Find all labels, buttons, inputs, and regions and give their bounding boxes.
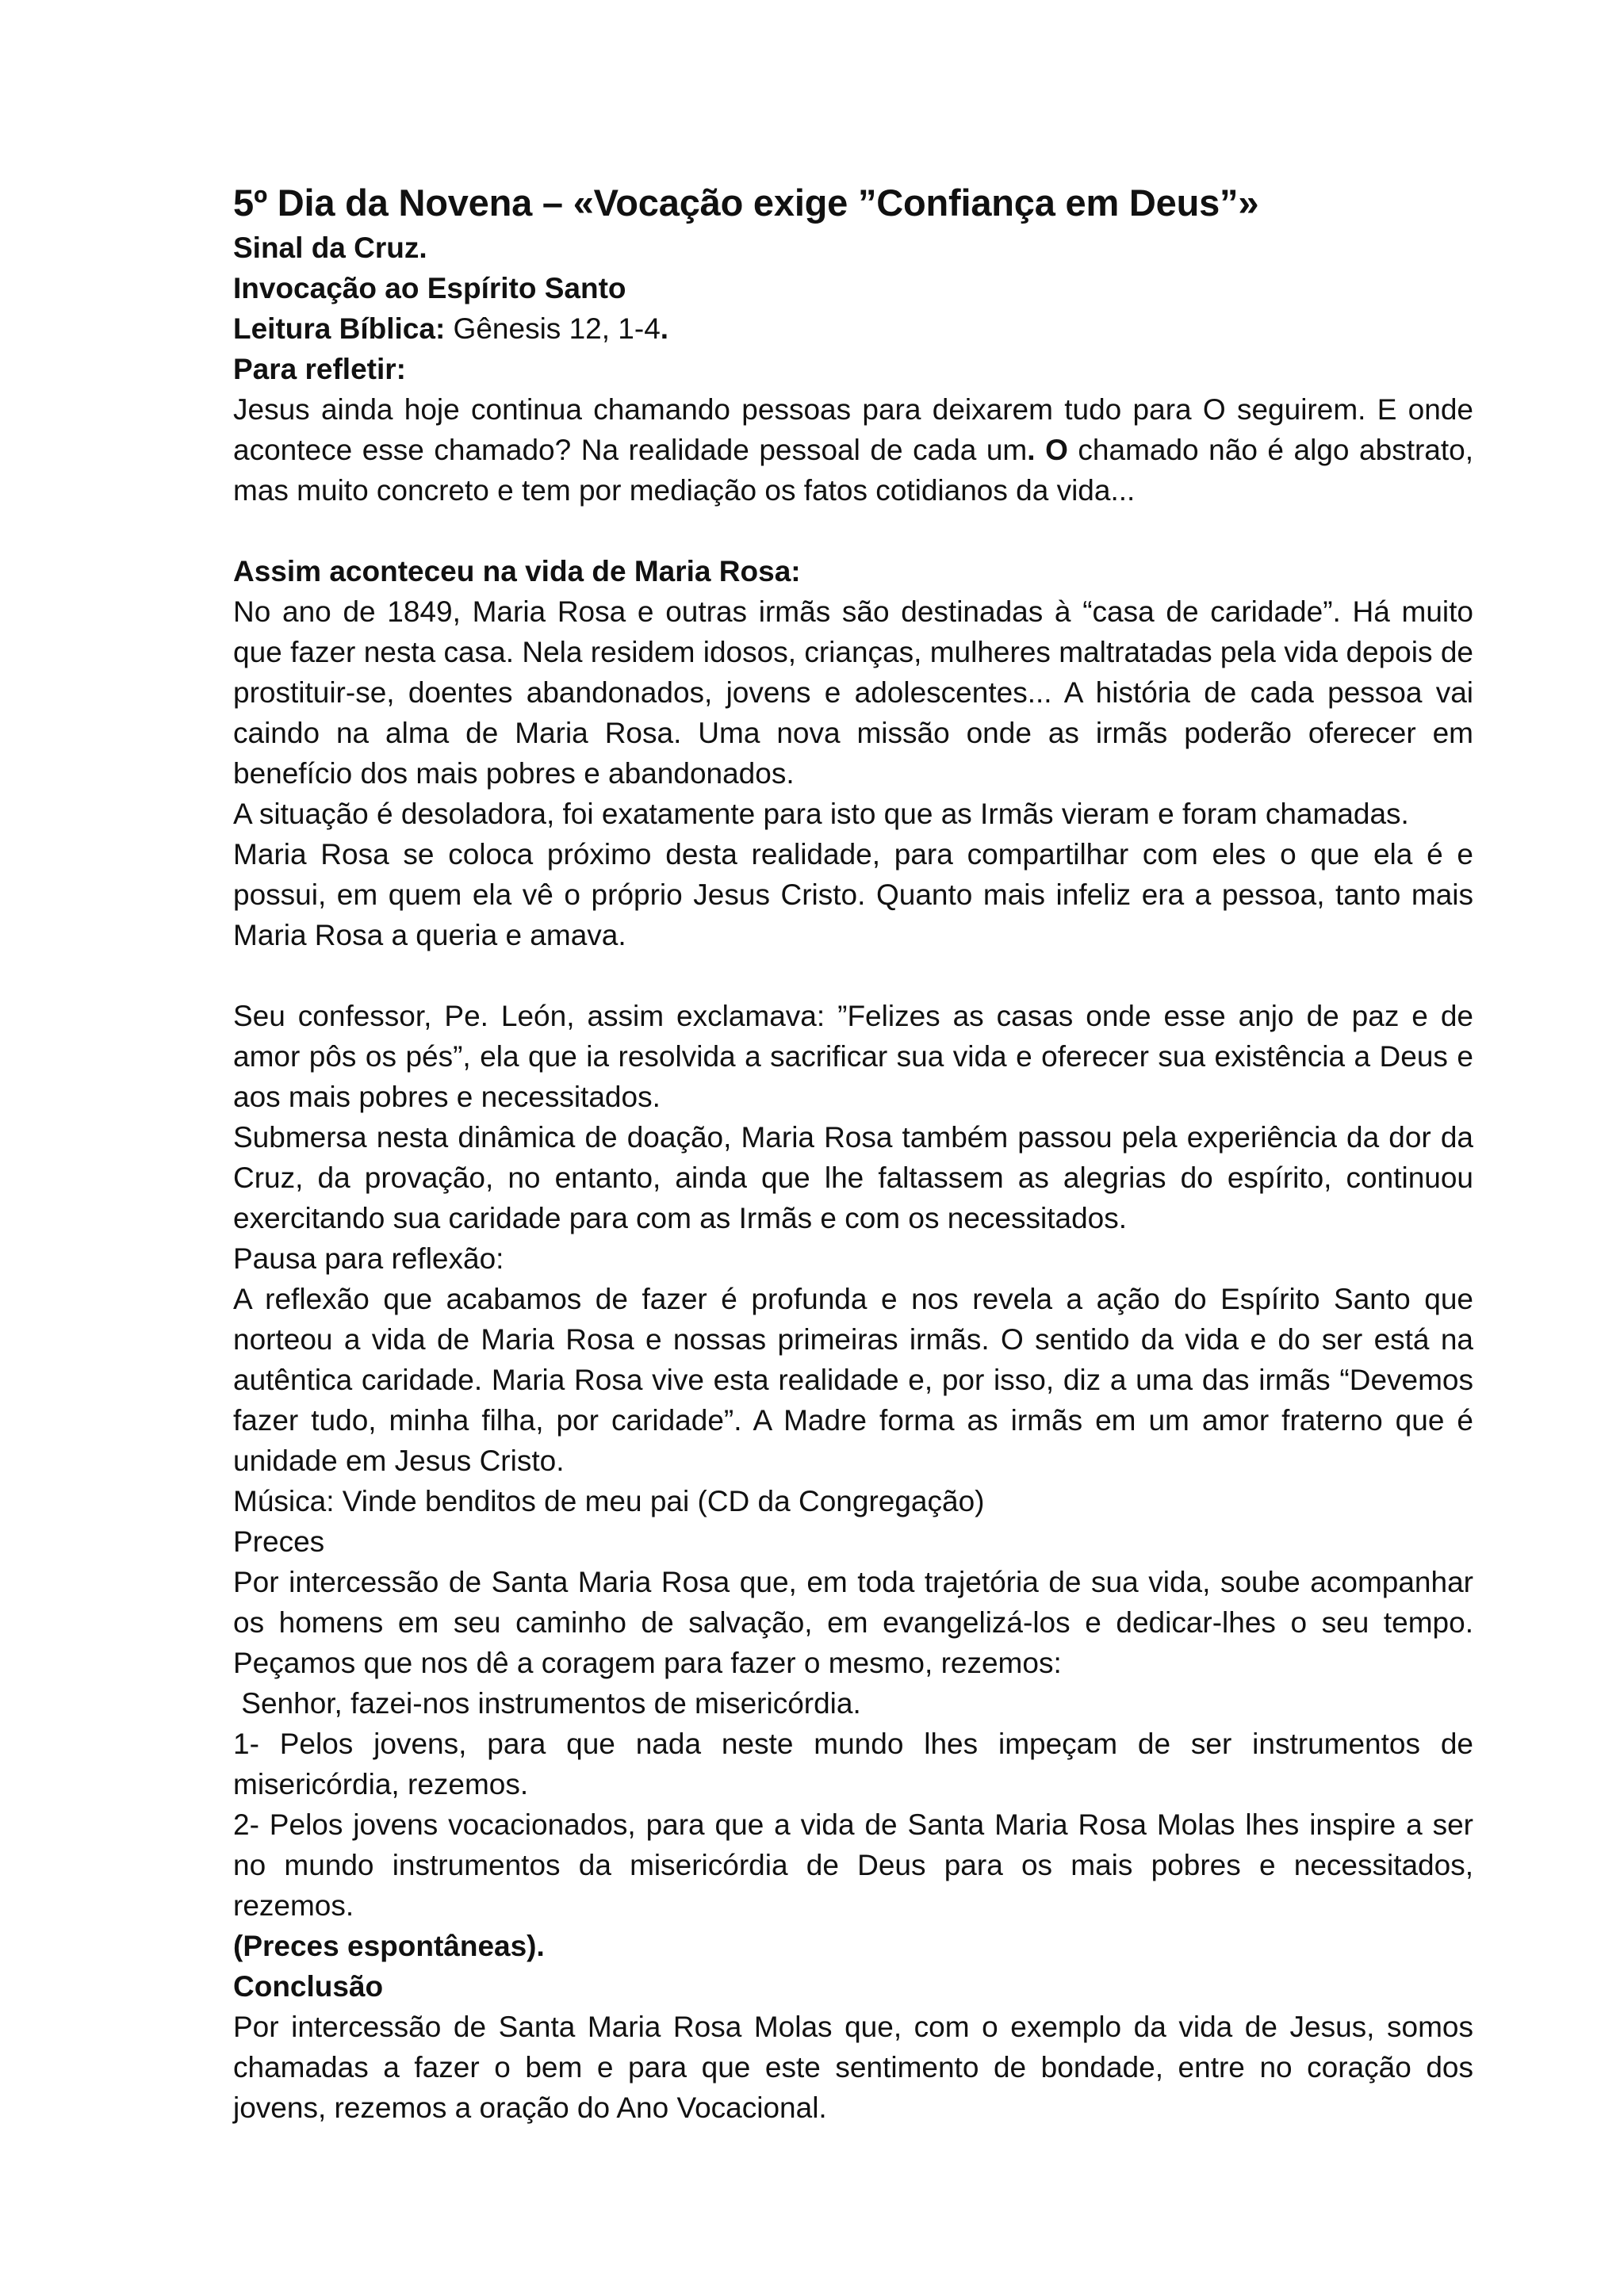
prece-item-1: 1- Pelos jovens, para que nada neste mundo lhes impeçam de ser instrumentos de misericórdia, rezemos. (233, 1728, 1473, 1800)
assim-paragraph-1: No ano de 1849, Maria Rosa e outras irmãs são destinadas à “casa de caridade”. Há muito que fazer nesta casa. Nela residem idosos, crianças, mulheres maltratadas pela vida depois de prostituir-se, doentes abandonados, jovens e adolescentes... A história de cada pessoa vai caindo na alma de Maria Rosa. Uma nova missão onde as irmãs poderão oferecer em benefício dos mais pobres e abandonados. (233, 595, 1473, 790)
submersa-paragraph: Submersa nesta dinâmica de doação, Maria Rosa também passou pela experiência da dor da Cruz, da provação, no entanto, ainda que lhe faltassem as alegrias do espírito, continuou exercitando sua caridade para com as Irmãs e com os necessitados. (233, 1121, 1473, 1234)
refletir-text-bold: . O (1027, 434, 1068, 466)
blank-line (233, 511, 1473, 551)
page-title: 5º Dia da Novena – «Vocação exige ”Confiança em Deus”» (233, 182, 1259, 224)
leitura-dot: . (660, 312, 669, 345)
musica-line: Música: Vinde benditos de meu pai (CD da Congregação) (233, 1485, 985, 1517)
preces-heading: Preces (233, 1525, 325, 1558)
refletir-paragraph (233, 389, 1473, 511)
preces-espontaneas: (Preces espontâneas). (233, 1930, 545, 1962)
leitura-reference: Gênesis 12, 1-4 (445, 312, 661, 345)
assim-paragraph-3: Maria Rosa se coloca próximo desta realidade, para compartilhar com eles o que ela é e possui, em quem ela vê o próprio Jesus Cristo. Quanto mais infeliz era a pessoa, tanto mais Maria Rosa a queria e amava. (233, 838, 1473, 951)
refletir-text-b: chamado não é algo abstrato, mas muito concreto e tem por mediação os fatos cotidianos da vida... (233, 434, 1474, 507)
refrao-line: Senhor, fazei-nos instrumentos de misericórdia. (233, 1687, 861, 1720)
pausa-heading: Pausa para reflexão: (233, 1242, 504, 1275)
refletir-heading: Para refletir: (233, 353, 406, 385)
sinal-da-cruz: Sinal da Cruz. (233, 232, 427, 264)
prece-item-2: 2- Pelos jovens vocacionados, para que a vida de Santa Maria Rosa Molas lhes inspire a ser no mundo instrumentos da misericórdia de Deus para os mais pobres e necessitados, rezemos. (233, 1808, 1473, 1922)
document-page (233, 179, 1473, 2128)
refletir-text-a: Jesus ainda hoje continua chamando pessoas para deixarem tudo para O seguirem. E onde acontece esse chamado? Na realidade pessoal de cada um (233, 393, 1473, 466)
leitura-label: Leitura Bíblica: (233, 312, 446, 345)
conclusao-heading: Conclusão (233, 1970, 384, 2003)
conclusao-paragraph: Por intercessão de Santa Maria Rosa Molas que, com o exemplo da vida de Jesus, somos chamadas a fazer o bem e para que este sentimento de bondade, entre no coração dos jovens, rezemos a oração do Ano Vocacional. (233, 2011, 1473, 2124)
leitura-biblica (233, 308, 1473, 349)
assim-heading: Assim aconteceu na vida de Maria Rosa: (233, 555, 801, 587)
pausa-paragraph: A reflexão que acabamos de fazer é profunda e nos revela a ação do Espírito Santo que norteou a vida de Maria Rosa e nossas primeiras irmãs. O sentido da vida e do ser está na autêntica caridade. Maria Rosa vive esta realidade e, por isso, diz a uma das irmãs “Devemos fazer tudo, minha filha, por caridade”. A Madre forma as irmãs em um amor fraterno que é unidade em Jesus Cristo. (233, 1283, 1473, 1477)
assim-paragraph-2: A situação é desoladora, foi exatamente para isto que as Irmãs vieram e foram chamadas. (233, 798, 1409, 830)
blank-line (233, 955, 1473, 996)
preces-paragraph: Por intercessão de Santa Maria Rosa que, em toda trajetória de sua vida, soube acompanhar os homens em seu caminho de salvação, em evangelizá-los e dedicar-lhes o seu tempo. Peçamos que nos dê a coragem para fazer o mesmo, rezemos: (233, 1566, 1473, 1679)
confessor-paragraph: Seu confessor, Pe. León, assim exclamava: ”Felizes as casas onde esse anjo de paz e de amor pôs os pés”, ela que ia resolvida a sacrificar sua vida e oferecer sua existência a Deus e aos mais pobres e necessitados. (233, 1000, 1473, 1113)
invocacao-heading: Invocação ao Espírito Santo (233, 272, 626, 304)
